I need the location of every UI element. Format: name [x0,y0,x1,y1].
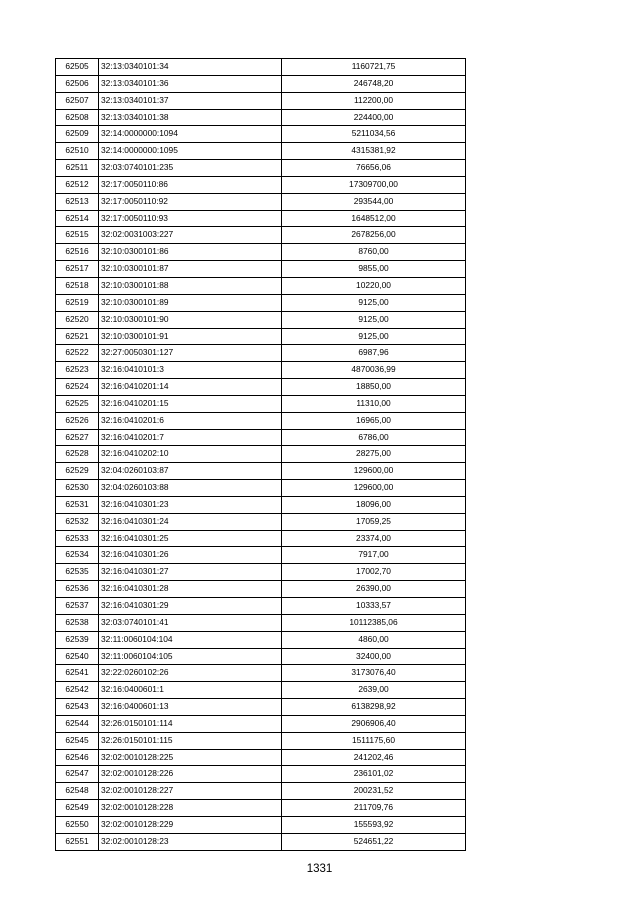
row-number-cell: 62514 [56,210,99,227]
cadastral-value-cell: 5211034,56 [282,126,466,143]
cadastral-number-cell: 32:02:0010128:227 [99,783,282,800]
cadastral-value-cell: 10333,57 [282,598,466,615]
table-row [56,345,466,362]
table-row [56,547,466,564]
table-row [56,379,466,396]
cadastral-value-cell: 18850,00 [282,379,466,396]
cadastral-number-cell: 32:16:0410301:26 [99,547,282,564]
row-number-cell: 62544 [56,715,99,732]
table-row [56,328,466,345]
cadastral-number-cell: 32:16:0410301:29 [99,598,282,615]
cadastral-number-cell: 32:16:0410202:10 [99,446,282,463]
cadastral-number-cell: 32:02:0010128:225 [99,749,282,766]
cadastral-number-cell: 32:10:0300101:89 [99,294,282,311]
cadastral-number-cell: 32:13:0340101:37 [99,92,282,109]
cadastral-number-cell: 32:16:0410301:28 [99,581,282,598]
cadastral-value-cell: 129600,00 [282,480,466,497]
table-row [56,496,466,513]
row-number-cell: 62506 [56,75,99,92]
table-row [56,92,466,109]
table-row [56,614,466,631]
cadastral-number-cell: 32:17:0050110:92 [99,193,282,210]
cadastral-value-cell: 211709,76 [282,800,466,817]
cadastral-number-cell: 32:04:0260103:87 [99,463,282,480]
table-row [56,412,466,429]
table-row [56,126,466,143]
cadastral-value-cell: 6786,00 [282,429,466,446]
table-row [56,362,466,379]
cadastral-number-cell: 32:14:0000000:1094 [99,126,282,143]
row-number-cell: 62510 [56,143,99,160]
table-row [56,75,466,92]
cadastral-number-cell: 32:17:0050110:93 [99,210,282,227]
cadastral-number-cell: 32:13:0340101:34 [99,59,282,76]
row-number-cell: 62531 [56,496,99,513]
row-number-cell: 62534 [56,547,99,564]
cadastral-value-cell: 8760,00 [282,244,466,261]
table-row [56,800,466,817]
row-number-cell: 62537 [56,598,99,615]
cadastral-value-cell: 17002,70 [282,564,466,581]
row-number-cell: 62505 [56,59,99,76]
table-row [56,732,466,749]
table-row [56,480,466,497]
cadastral-number-cell: 32:02:0010128:229 [99,816,282,833]
row-number-cell: 62507 [56,92,99,109]
cadastral-value-cell: 6138298,92 [282,699,466,716]
cadastral-number-cell: 32:26:0150101:115 [99,732,282,749]
cadastral-value-cell: 11310,00 [282,395,466,412]
row-number-cell: 62540 [56,648,99,665]
cadastral-value-cell: 241202,46 [282,749,466,766]
cadastral-value-cell: 2906906,40 [282,715,466,732]
cadastral-number-cell: 32:11:0060104:104 [99,631,282,648]
table-row [56,143,466,160]
table-row [56,581,466,598]
cadastral-number-cell: 32:10:0300101:86 [99,244,282,261]
row-number-cell: 62513 [56,193,99,210]
cadastral-number-cell: 32:02:0010128:226 [99,766,282,783]
table-row [56,227,466,244]
table-row [56,59,466,76]
cadastral-number-cell: 32:13:0340101:36 [99,75,282,92]
cadastral-value-cell: 9855,00 [282,261,466,278]
cadastral-value-cell: 129600,00 [282,463,466,480]
row-number-cell: 62512 [56,176,99,193]
table-row [56,749,466,766]
cadastral-value-cell: 1648512,00 [282,210,466,227]
page-number: 1331 [306,863,333,875]
cadastral-value-cell: 293544,00 [282,193,466,210]
row-number-cell: 62517 [56,261,99,278]
table-row [56,682,466,699]
cadastral-value-cell: 112200,00 [282,92,466,109]
table-row [56,311,466,328]
table-row [56,109,466,126]
cadastral-value-cell: 246748,20 [282,75,466,92]
cadastral-number-cell: 32:10:0300101:90 [99,311,282,328]
cadastral-number-cell: 32:16:0400601:13 [99,699,282,716]
table-row [56,277,466,294]
cadastral-number-cell: 32:03:0740101:41 [99,614,282,631]
cadastral-value-cell: 524651,22 [282,833,466,850]
cadastral-value-cell: 6987,96 [282,345,466,362]
cadastral-number-cell: 32:10:0300101:87 [99,261,282,278]
row-number-cell: 62548 [56,783,99,800]
cadastral-value-cell: 4860,00 [282,631,466,648]
cadastral-value-cell: 28275,00 [282,446,466,463]
row-number-cell: 62511 [56,160,99,177]
row-number-cell: 62542 [56,682,99,699]
table-row [56,766,466,783]
row-number-cell: 62549 [56,800,99,817]
cadastral-value-cell: 18096,00 [282,496,466,513]
cadastral-number-cell: 32:16:0410301:27 [99,564,282,581]
table-row [56,176,466,193]
row-number-cell: 62528 [56,446,99,463]
row-number-cell: 62508 [56,109,99,126]
table-row [56,699,466,716]
row-number-cell: 62532 [56,513,99,530]
cadastral-number-cell: 32:02:0031003:227 [99,227,282,244]
row-number-cell: 62525 [56,395,99,412]
cadastral-number-cell: 32:22:0260102:26 [99,665,282,682]
row-number-cell: 62521 [56,328,99,345]
cadastral-value-cell: 155593,92 [282,816,466,833]
cadastral-value-cell: 9125,00 [282,311,466,328]
row-number-cell: 62518 [56,277,99,294]
cadastral-number-cell: 32:11:0060104:105 [99,648,282,665]
table-row [56,530,466,547]
cadastral-number-cell: 32:16:0410101:3 [99,362,282,379]
cadastral-value-cell: 32400,00 [282,648,466,665]
cadastral-value-cell: 9125,00 [282,294,466,311]
row-number-cell: 62519 [56,294,99,311]
row-number-cell: 62546 [56,749,99,766]
cadastral-number-cell: 32:02:0010128:228 [99,800,282,817]
row-number-cell: 62533 [56,530,99,547]
cadastral-number-cell: 32:26:0150101:114 [99,715,282,732]
table-row [56,446,466,463]
row-number-cell: 62527 [56,429,99,446]
row-number-cell: 62530 [56,480,99,497]
cadastral-number-cell: 32:10:0300101:91 [99,328,282,345]
cadastral-number-cell: 32:13:0340101:38 [99,109,282,126]
cadastral-number-cell: 32:03:0740101:235 [99,160,282,177]
cadastral-value-cell: 224400,00 [282,109,466,126]
cadastral-number-cell: 32:16:0410301:25 [99,530,282,547]
table-row [56,210,466,227]
cadastral-number-cell: 32:02:0010128:23 [99,833,282,850]
table-row [56,783,466,800]
table-row [56,244,466,261]
table-row [56,261,466,278]
table-row [56,564,466,581]
row-number-cell: 62539 [56,631,99,648]
row-number-cell: 62543 [56,699,99,716]
cadastral-value-cell: 10112385,06 [282,614,466,631]
row-number-cell: 62551 [56,833,99,850]
row-number-cell: 62550 [56,816,99,833]
cadastral-number-cell: 32:16:0410201:15 [99,395,282,412]
cadastral-number-cell: 32:17:0050110:86 [99,176,282,193]
cadastral-number-cell: 32:16:0410301:23 [99,496,282,513]
cadastral-value-cell: 200231,52 [282,783,466,800]
cadastral-value-cell: 3173076,40 [282,665,466,682]
table-row [56,665,466,682]
table-row [56,513,466,530]
row-number-cell: 62545 [56,732,99,749]
cadastral-number-cell: 32:16:0410201:14 [99,379,282,396]
table-row [56,816,466,833]
row-number-cell: 62515 [56,227,99,244]
row-number-cell: 62535 [56,564,99,581]
table-row [56,160,466,177]
cadastral-value-cell: 2678256,00 [282,227,466,244]
table-row [56,833,466,850]
row-number-cell: 62529 [56,463,99,480]
row-number-cell: 62520 [56,311,99,328]
cadastral-value-cell: 16965,00 [282,412,466,429]
table-row [56,193,466,210]
table-row [56,648,466,665]
cadastral-value-cell: 17309700,00 [282,176,466,193]
cadastral-value-cell: 2639,00 [282,682,466,699]
table-row [56,598,466,615]
row-number-cell: 62547 [56,766,99,783]
cadastral-value-table [55,58,466,851]
row-number-cell: 62523 [56,362,99,379]
cadastral-value-cell: 1160721,75 [282,59,466,76]
table-row [56,715,466,732]
row-number-cell: 62524 [56,379,99,396]
cadastral-value-cell: 7917,00 [282,547,466,564]
cadastral-number-cell: 32:16:0400601:1 [99,682,282,699]
cadastral-value-cell: 23374,00 [282,530,466,547]
cadastral-value-cell: 1511175,60 [282,732,466,749]
row-number-cell: 62538 [56,614,99,631]
table-row [56,395,466,412]
cadastral-value-cell: 4870036,99 [282,362,466,379]
row-number-cell: 62509 [56,126,99,143]
row-number-cell: 62536 [56,581,99,598]
cadastral-number-cell: 32:04:0260103:88 [99,480,282,497]
cadastral-value-cell: 236101,02 [282,766,466,783]
cadastral-value-cell: 26390,00 [282,581,466,598]
table-row [56,429,466,446]
row-number-cell: 62516 [56,244,99,261]
cadastral-number-cell: 32:16:0410201:6 [99,412,282,429]
table-row [56,463,466,480]
cadastral-value-cell: 10220,00 [282,277,466,294]
cadastral-number-cell: 32:27:0050301:127 [99,345,282,362]
row-number-cell: 62526 [56,412,99,429]
table-body [56,59,466,851]
cadastral-number-cell: 32:14:0000000:1095 [99,143,282,160]
table-row [56,294,466,311]
cadastral-value-cell: 9125,00 [282,328,466,345]
table-row [56,631,466,648]
row-number-cell: 62522 [56,345,99,362]
cadastral-value-cell: 76656,06 [282,160,466,177]
cadastral-number-cell: 32:10:0300101:88 [99,277,282,294]
cadastral-number-cell: 32:16:0410301:24 [99,513,282,530]
row-number-cell: 62541 [56,665,99,682]
cadastral-value-cell: 4315381,92 [282,143,466,160]
cadastral-value-cell: 17059,25 [282,513,466,530]
cadastral-number-cell: 32:16:0410201:7 [99,429,282,446]
